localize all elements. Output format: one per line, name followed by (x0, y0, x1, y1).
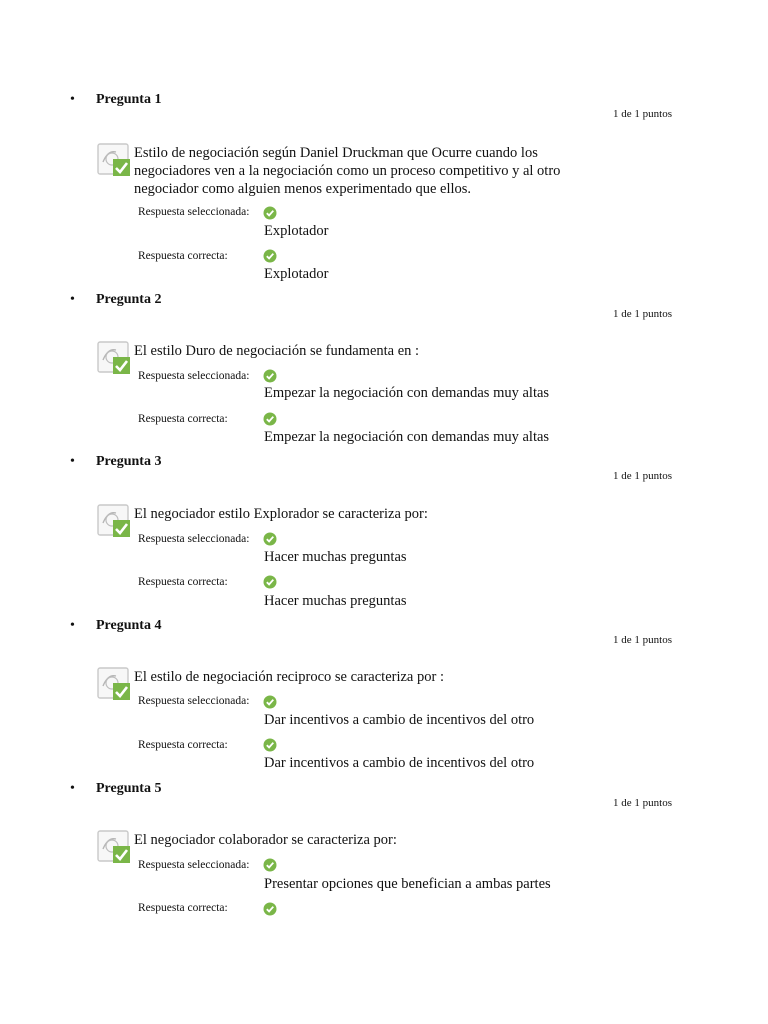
question-points: 1 de 1 puntos (613, 108, 672, 120)
bullet: • (70, 92, 75, 107)
bullet: • (70, 781, 75, 796)
question-text: El negociador estilo Explorador se caracteriza por: (134, 506, 428, 522)
check-circle-icon (263, 738, 277, 752)
check-circle-icon (263, 858, 277, 872)
selected-answer-label: Respuesta seleccionada: (138, 695, 250, 707)
selected-answer-text: Hacer muchas preguntas (264, 549, 407, 565)
check-circle-icon (263, 902, 277, 916)
graded-correct-icon (96, 503, 132, 539)
question-text: El negociador colaborador se caracteriza por: (134, 832, 397, 848)
graded-correct-icon (96, 340, 132, 376)
correct-answer-text: Hacer muchas preguntas (264, 593, 407, 609)
selected-answer-text: Presentar opciones que benefician a ambas partes (264, 876, 551, 892)
check-circle-icon (263, 369, 277, 383)
graded-correct-icon (96, 142, 132, 178)
selected-answer-label: Respuesta seleccionada: (138, 206, 250, 218)
correct-answer-label: Respuesta correcta: (138, 902, 228, 914)
selected-answer-text: Empezar la negociación con demandas muy altas (264, 385, 550, 401)
correct-answer-text: Dar incentivos a cambio de incentivos del otro (264, 755, 535, 771)
check-circle-icon (263, 575, 277, 589)
correct-answer-label: Respuesta correcta: (138, 413, 228, 425)
selected-answer-label: Respuesta seleccionada: (138, 859, 250, 871)
question-title: Pregunta 4 (96, 618, 162, 633)
question-points: 1 de 1 puntos (613, 308, 672, 320)
correct-answer-label: Respuesta correcta: (138, 576, 228, 588)
graded-correct-icon (96, 666, 132, 702)
check-circle-icon (263, 532, 277, 546)
question-points: 1 de 1 puntos (613, 634, 672, 646)
bullet: • (70, 454, 75, 469)
question-points: 1 de 1 puntos (613, 797, 672, 809)
selected-answer-label: Respuesta seleccionada: (138, 370, 250, 382)
check-circle-icon (263, 695, 277, 709)
question-text: El estilo Duro de negociación se fundamenta en : (134, 343, 420, 359)
question-title: Pregunta 1 (96, 92, 162, 107)
correct-answer-label: Respuesta correcta: (138, 250, 228, 262)
correct-answer-label: Respuesta correcta: (138, 739, 228, 751)
check-circle-icon (263, 412, 277, 426)
correct-answer-text: Explotador (264, 266, 329, 282)
selected-answer-text: Dar incentivos a cambio de incentivos del otro (264, 712, 535, 728)
question-title: Pregunta 3 (96, 454, 162, 469)
selected-answer-text: Explotador (264, 223, 329, 239)
question-title: Pregunta 5 (96, 781, 162, 796)
correct-answer-text: Empezar la negociación con demandas muy altas (264, 429, 550, 445)
graded-correct-icon (96, 829, 132, 865)
bullet: • (70, 292, 75, 307)
question-text: El estilo de negociación reciproco se caracteriza por : (134, 669, 444, 685)
question-points: 1 de 1 puntos (613, 470, 672, 482)
check-circle-icon (263, 249, 277, 263)
check-circle-icon (263, 206, 277, 220)
question-text: Estilo de negociación según Daniel Druckman que Ocurre cuando los negociadores ven a la negociación como un proceso competitivo y al otro negociador como alguien menos experimentado que ellos. (134, 145, 561, 197)
question-title: Pregunta 2 (96, 292, 162, 307)
selected-answer-label: Respuesta seleccionada: (138, 533, 250, 545)
bullet: • (70, 618, 75, 633)
